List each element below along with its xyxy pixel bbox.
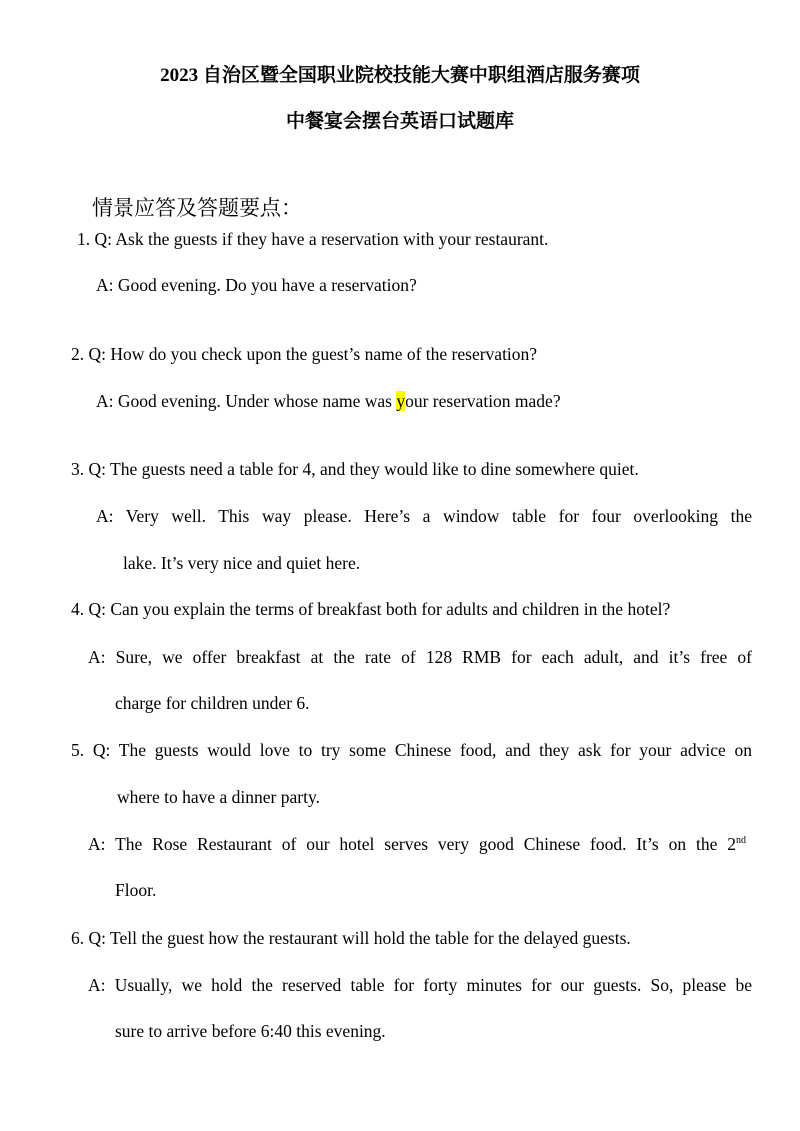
answer-3-line-1: A: Very well. This way please. Here’s a window table for four overlooking the (96, 506, 752, 526)
answer-1: A: Good evening. Do you have a reservation? (96, 275, 417, 295)
answer-4-line-2: charge for children under 6. (115, 693, 310, 713)
answer-5-line-1-text: A: The Rose Restaurant of our hotel serves very good Chinese food. It’s on the 2 (88, 834, 736, 854)
answer-2-text: A: Good evening. Under whose name was (96, 391, 397, 411)
answer-3-line-2: lake. It’s very nice and quiet here. (123, 553, 361, 573)
answer-5-line-1 (88, 834, 752, 855)
answer-4-line-1: A: Sure, we offer breakfast at the rate of 128 RMB for each adult, and it’s free of (88, 647, 752, 667)
section-heading: 情景应答及答题要点： (92, 196, 302, 220)
document-subtitle: 中餐宴会摆台英语口试题库 (285, 111, 514, 132)
answer-6-line-2: sure to arrive before 6:40 this evening. (115, 1021, 386, 1041)
question-5-line-1: 5. Q: The guests would love to try some Chinese food, and they ask for your advice on (71, 740, 752, 760)
document-title: 2023 自治区暨全国职业院校技能大赛中职组酒店服务赛项 (160, 65, 640, 86)
question-3: 3. Q: The guests need a table for 4, and they would like to dine somewhere quiet. (71, 459, 639, 479)
ordinal-suffix: nd (736, 835, 746, 846)
question-4: 4. Q: Can you explain the terms of breakfast both for adults and children in the hotel? (71, 599, 671, 619)
highlighted-text: y (396, 391, 406, 411)
question-2: 2. Q: How do you check upon the guest’s name of the reservation? (71, 344, 538, 364)
answer-2 (96, 391, 561, 412)
answer-6-line-1: A: Usually, we hold the reserved table for forty minutes for our guests. So, please be (88, 975, 752, 995)
answer-2-text-rest: our reservation made? (405, 391, 561, 411)
question-5-line-2: where to have a dinner party. (117, 787, 320, 807)
question-1: 1. Q: Ask the guests if they have a reservation with your restaurant. (77, 229, 549, 249)
question-6: 6. Q: Tell the guest how the restaurant will hold the table for the delayed guests. (71, 928, 631, 948)
answer-5-line-2: Floor. (115, 880, 157, 900)
